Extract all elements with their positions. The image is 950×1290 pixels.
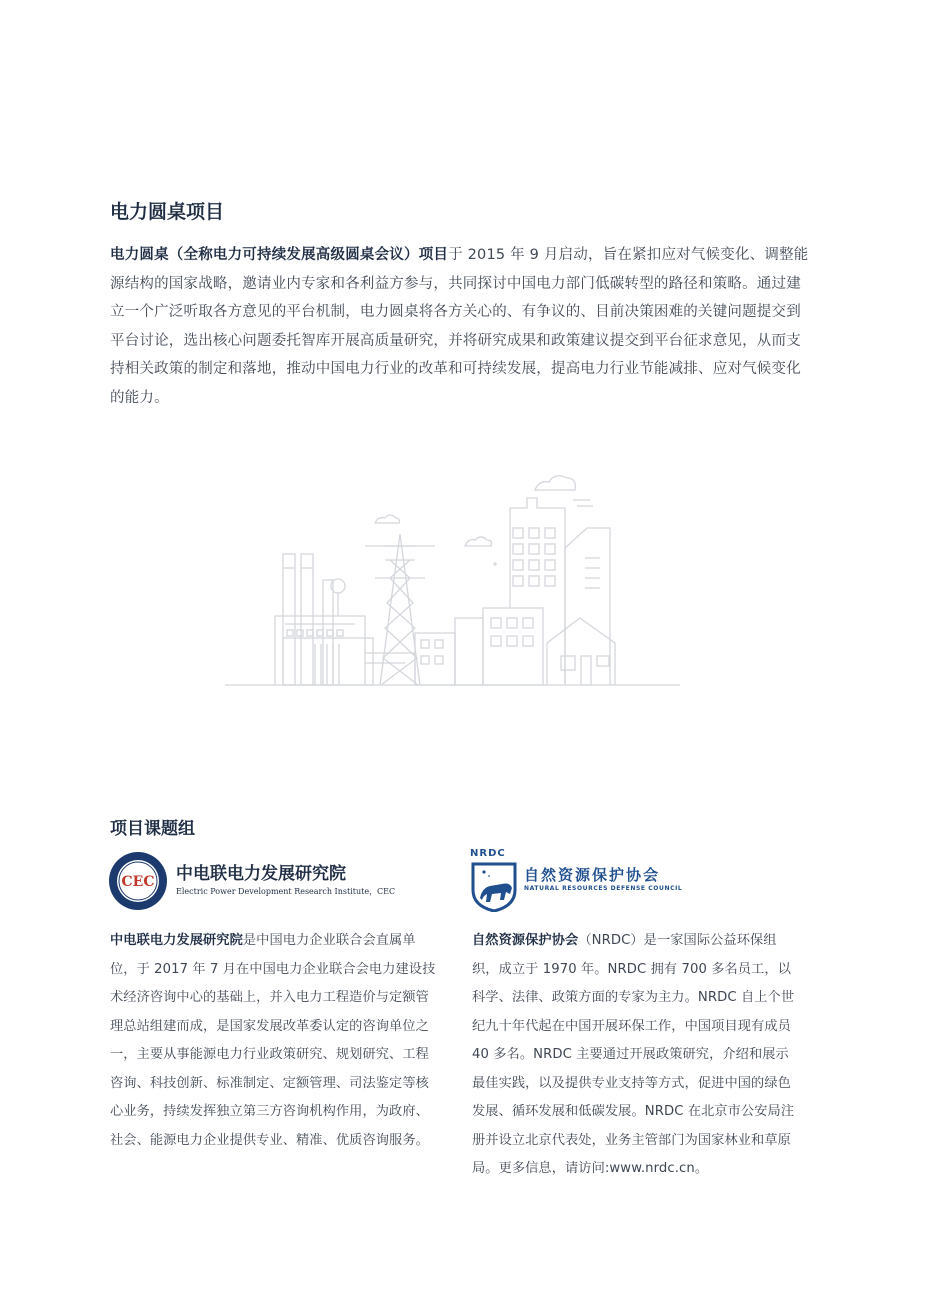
cec-description: [110, 927, 440, 1155]
cec-desc-body: 是中国电力企业联合会直属单位，于 2017 年 7 月在中国电力企业联合会电力建设技术经济咨询中心的基础上，并入电力工程造价与定额管理总站组建而成，是国家发展改革委认定的咨询单位之一，主要从事能源电力行业政策研究、规划研究、工程咨询、科技创新、标准制定、定额管理、司法鉴定等核心业务，持续发挥独立第三方咨询机构作用，为政府、社会、能源电力企业提供专业、精准、优质咨询服务。: [110, 933, 436, 1148]
intro-body: 于 2015 年 9 月启动，旨在紧扣应对气候变化、调整能源结构的国家战略，邀请业内专家和各利益方参与，共同探讨中国电力部门低碳转型的路径和策略。通过建立一个广泛听取各方意见的平台机制，电力圆桌将各方关心的、有争议的、目前决策困难的关键问题提交到平台讨论，选出核心问题委托智库开展高质量研究，并将研究成果和政策建议提交到平台征求意见，从而支持相关政策的制定和落地，推动中国电力行业的改革和可持续发展，提高电力行业节能减排、应对气候变化的能力。: [110, 247, 809, 406]
cec-seal-logo: [108, 851, 168, 911]
cec-logo: [108, 851, 396, 911]
intro-bold-lead: 电力圆桌（全称电力可持续发展高级圆桌会议）项目: [110, 247, 449, 263]
nrdc-name-en: NATURAL RESOURCES DEFENSE COUNCIL: [524, 885, 683, 892]
nrdc-description: [472, 927, 802, 1184]
cec-seal-letters: CEC: [121, 874, 155, 890]
intro-paragraph: [110, 241, 810, 413]
polar-bear-shield-icon: [470, 848, 518, 912]
section-title-power-roundtable: 电力圆桌项目: [110, 201, 225, 223]
nrdc-abbr: NRDC: [470, 848, 506, 859]
section-title-project-team: 项目课题组: [110, 819, 195, 839]
nrdc-desc-body: （NRDC）是一家国际公益环保组织，成立于 1970 年。NRDC 拥有 700 多名员工，以科学、法律、政策方面的专家为主力。NRDC 自上个世纪九十年代起在中国开展环保工作，中国项目现有成员 40 多名。NRDC 主要通过开展政策研究，介绍和展示最佳实践，以及提供专业支持等方式，促进中国的绿色发展、循环发展和低碳发展。NRDC 在北京市公安局注册并设立北京代表处，业务主管部门为国家林业和草原局。更多信息，请访问:www.nrdc.cn。: [472, 933, 795, 1176]
nrdc-desc-bold: 自然资源保护协会: [472, 933, 579, 948]
cec-name-en: Electric Power Development Research Institute，CEC: [176, 887, 396, 896]
cec-desc-bold: 中电联电力发展研究院: [110, 933, 243, 948]
city-power-skyline-illustration: [225, 468, 680, 690]
nrdc-name-cn: 自然资源保护协会: [524, 866, 661, 884]
nrdc-logo: [470, 848, 683, 912]
cec-name-cn: 中电联电力发展研究院: [176, 864, 346, 884]
